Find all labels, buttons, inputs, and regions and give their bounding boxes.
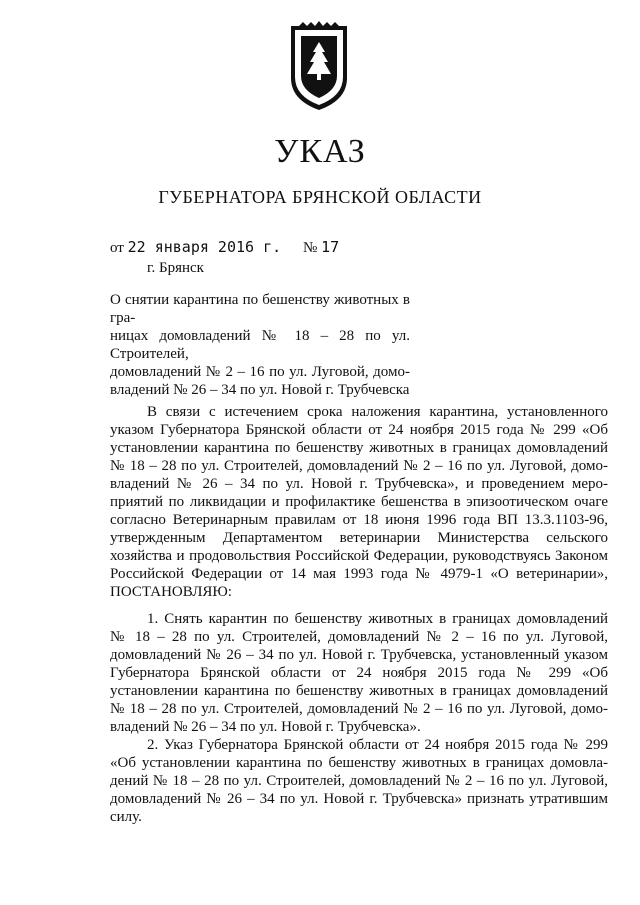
- body-line: владений № 26 – 34 по ул. Новой г. Трубчевска», и проведением меро-: [110, 476, 608, 492]
- number-value: 17: [321, 238, 340, 256]
- heading-line: домовладений № 2 – 16 по ул. Луговой, домо-: [110, 364, 410, 380]
- body-line: приятий по ликвидации и профилактике бешенства в эпизоотическом очаге: [110, 494, 608, 510]
- paragraph-preamble: [110, 403, 608, 601]
- number-prefix: №: [303, 240, 318, 256]
- document-number: [303, 238, 339, 257]
- body-line: № 18 – 28 по ул. Строителей, домовладений № 2 – 16 по ул. Луговой, домо-: [110, 701, 608, 717]
- body-line: 1. Снять карантин по бешенству животных в границах домовладений: [147, 611, 608, 627]
- date-value: 22 января 2016 г.: [127, 238, 282, 256]
- heading-line: владений № 26 – 34 по ул. Новой г. Трубчевска: [110, 382, 410, 398]
- paragraph-item-2: [110, 736, 608, 826]
- heading-line: ницах домовладений № 18 – 28 по ул. Строителей,: [110, 328, 410, 362]
- date-prefix: от: [110, 240, 124, 256]
- body-line: домовладений № 26 – 34 по ул. Новой г. Трубчевска, установленный указом: [110, 647, 608, 663]
- body-line: 2. Указ Губернатора Брянской области от 24 ноября 2015 года № 299: [147, 737, 608, 753]
- body-line: «Об установлении карантина по бешенству животных в границах домовла-: [110, 755, 608, 771]
- body-line: силу.: [110, 809, 142, 825]
- body-line: № 18 – 28 по ул. Строителей, домовладений № 2 – 16 по ул. Луговой,: [110, 629, 608, 645]
- body-line: владений № 26 – 34 по ул. Новой г. Трубчевска».: [110, 719, 421, 735]
- body-line: Губернатора Брянской области от 24 ноября 2015 года № 299 «Об: [110, 665, 608, 681]
- body-line: хозяйства и продовольствия Российской Федерации, руководствуясь Законом: [110, 548, 608, 564]
- heading-line: О снятии карантина по бешенству животных в гра-: [110, 292, 410, 326]
- body-line: домовладений № 26 – 34 по ул. Новой г. Трубчевска» признать утратившим: [110, 791, 608, 807]
- body-line: В связи с истечением срока наложения карантина, установленного: [147, 404, 608, 420]
- body-line: дений № 18 – 28 по ул. Строителей, домовладений № 2 – 16 по ул. Луговой,: [110, 773, 608, 789]
- body-line: установлении карантина по бешенству животных в границах домовладений: [110, 683, 608, 699]
- document-body: [110, 403, 608, 826]
- paragraph-item-1: [110, 610, 608, 736]
- document-subtitle: ГУБЕРНАТОРА БРЯНСКОЙ ОБЛАСТИ: [158, 187, 482, 207]
- body-line: согласно Ветеринарным правилам от 18 июня 1996 года ВП 13.3.1103-96,: [110, 512, 608, 528]
- coat-of-arms-emblem: [287, 20, 351, 112]
- body-line: № 18 – 28 по ул. Строителей, домовладений № 2 – 16 по ул. Луговой, домо-: [110, 458, 608, 474]
- document-city: г. Брянск: [147, 260, 204, 276]
- body-line: установлении карантина по бешенству животных в границах домовладений: [110, 440, 608, 456]
- document-heading: [110, 291, 410, 399]
- body-line: ПОСТАНОВЛЯЮ:: [110, 584, 232, 600]
- body-line: утвержденным Департаментом ветеринарии Министерства сельского: [110, 530, 608, 546]
- body-line: Российской Федерации от 14 мая 1993 года № 4979-1 «О ветеринарии»,: [110, 566, 608, 582]
- document-title: УКАЗ: [274, 133, 366, 170]
- document-date: [110, 238, 281, 257]
- body-line: указом Губернатора Брянской области от 24 ноября 2015 года № 299 «Об: [110, 422, 608, 438]
